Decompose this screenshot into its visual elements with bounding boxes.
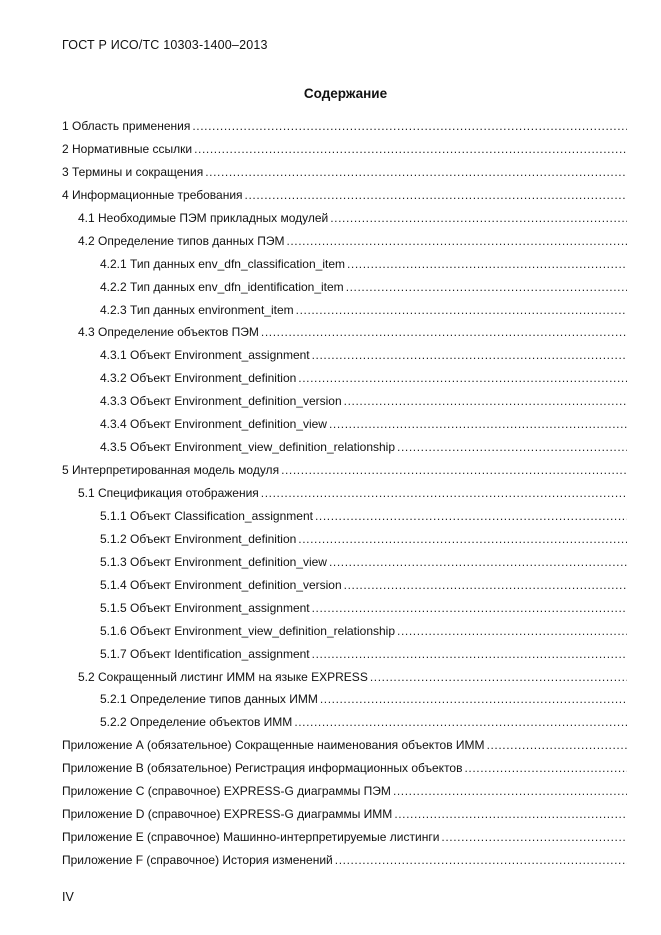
- toc-entry[interactable]: [62, 211, 627, 234]
- page-number: IV: [62, 890, 74, 904]
- toc-entry[interactable]: [62, 142, 627, 165]
- dot-leader: [286, 234, 627, 248]
- toc-entry-text: 5.1.5 Объект Environment_assignment: [100, 600, 310, 615]
- toc-entry[interactable]: [62, 348, 627, 371]
- toc-entry[interactable]: [62, 486, 627, 509]
- dot-leader: [205, 165, 627, 179]
- dot-leader: [330, 211, 627, 225]
- toc-entry-text: 4.2.3 Тип данных environment_item: [100, 302, 294, 317]
- toc-entry[interactable]: [62, 761, 627, 784]
- dot-leader: [344, 578, 627, 592]
- toc-entry[interactable]: [62, 830, 627, 853]
- toc-entry-text: 5.1.4 Объект Environment_definition_version: [100, 577, 342, 592]
- dot-leader: [464, 761, 627, 775]
- dot-leader: [245, 188, 627, 202]
- dot-leader: [394, 807, 627, 821]
- toc-entry[interactable]: [62, 463, 627, 486]
- toc-entry-text: 4.3.3 Объект Environment_definition_version: [100, 394, 342, 409]
- toc-entry-text: 5 Интерпретированная модель модуля: [62, 463, 280, 478]
- toc-entry[interactable]: [62, 715, 627, 738]
- table-of-contents: [62, 119, 627, 876]
- toc-entry-text: 4.1 Необходимые ПЭМ прикладных модулей: [78, 210, 329, 225]
- toc-entry-text: 5.1 Спецификация отображения: [78, 486, 259, 500]
- toc-entry-text: Приложение D (справочное) EXPRESS-G диаграммы ИММ: [62, 807, 393, 822]
- toc-entry[interactable]: [62, 647, 627, 670]
- dot-leader: [281, 463, 627, 477]
- toc-entry-text: 5.1.3 Объект Environment_definition_view: [100, 554, 327, 569]
- dot-leader: [329, 555, 627, 569]
- toc-entry-text: 5.1.6 Объект Environment_view_definition_relationship: [100, 623, 396, 638]
- toc-entry[interactable]: [62, 440, 627, 463]
- toc-entry[interactable]: [62, 394, 627, 417]
- toc-entry-text: 1 Область применения: [62, 119, 191, 133]
- toc-entry-text: 5.1.7 Объект Identification_assignment: [100, 646, 310, 661]
- toc-entry[interactable]: [62, 601, 627, 624]
- toc-entry-text: Приложение А (обязательное) Сокращенные наименования объектов ИММ: [62, 738, 485, 753]
- dot-leader: [261, 325, 627, 339]
- toc-entry-text: 5.2 Сокращенный листинг ИММ на языке EXPRESS: [78, 669, 368, 684]
- dot-leader: [296, 303, 627, 317]
- toc-entry[interactable]: [62, 371, 627, 394]
- toc-entry-text: 4 Информационные требования: [62, 187, 243, 202]
- dot-leader: [298, 371, 627, 385]
- toc-entry[interactable]: [62, 555, 627, 578]
- toc-entry-text: 4.3.4 Объект Environment_definition_view: [100, 417, 327, 432]
- toc-entry[interactable]: [62, 257, 627, 280]
- dot-leader: [344, 394, 627, 408]
- toc-entry[interactable]: [62, 165, 627, 188]
- toc-entry-text: 4.2 Определение типов данных ПЭМ: [78, 233, 285, 248]
- dot-leader: [487, 738, 627, 752]
- toc-entry[interactable]: [62, 853, 627, 876]
- dot-leader: [312, 601, 627, 615]
- dot-leader: [261, 486, 627, 500]
- toc-entry[interactable]: [62, 807, 627, 830]
- toc-entry-text: 4.3.2 Объект Environment_definition: [100, 371, 297, 386]
- toc-entry-text: Приложение С (справочное) EXPRESS-G диаграммы ПЭМ: [62, 784, 391, 799]
- toc-entry[interactable]: [62, 692, 627, 715]
- toc-entry[interactable]: [62, 532, 627, 555]
- toc-entry-text: 5.2.2 Определение объектов ИММ: [100, 715, 293, 730]
- dot-leader: [393, 784, 627, 798]
- dot-leader: [397, 440, 627, 454]
- dot-leader: [346, 280, 627, 294]
- dot-leader: [397, 624, 627, 638]
- dot-leader: [312, 348, 627, 362]
- toc-entry[interactable]: [62, 234, 627, 257]
- toc-entry-text: 5.1.2 Объект Environment_definition: [100, 531, 297, 546]
- toc-title: Содержание: [303, 86, 388, 101]
- page-header: ГОСТ Р ИСО/ТС 10303-1400–2013: [62, 38, 268, 52]
- dot-leader: [294, 715, 627, 729]
- dot-leader: [315, 509, 627, 523]
- dot-leader: [370, 670, 627, 684]
- dot-leader: [347, 257, 627, 271]
- toc-entry-text: 3 Термины и сокращения: [62, 164, 204, 179]
- toc-entry[interactable]: [62, 188, 627, 211]
- toc-entry-text: Приложение F (справочное) История изменений: [62, 853, 333, 867]
- toc-entry[interactable]: [62, 325, 627, 348]
- toc-entry-text: 2 Нормативные ссылки: [62, 141, 193, 156]
- toc-entry[interactable]: [62, 738, 627, 761]
- dot-leader: [441, 830, 627, 844]
- toc-entry[interactable]: [62, 119, 627, 142]
- toc-entry[interactable]: [62, 417, 627, 440]
- toc-entry-text: 5.1.1 Объект Classification_assignment: [100, 508, 313, 523]
- dot-leader: [312, 647, 627, 661]
- toc-entry-text: Приложение В (обязательное) Регистрация информационных объектов: [62, 761, 463, 776]
- dot-leader: [329, 417, 627, 431]
- toc-entry-text: 5.2.1 Определение типов данных ИММ: [100, 692, 318, 707]
- toc-entry[interactable]: [62, 784, 627, 807]
- toc-entry-text: 4.3.1 Объект Environment_assignment: [100, 348, 310, 363]
- toc-entry[interactable]: [62, 578, 627, 601]
- dot-leader: [192, 119, 627, 133]
- toc-entry-text: Приложение Е (справочное) Машинно-интерпретируемые листинги: [62, 830, 440, 845]
- toc-entry-text: 4.2.1 Тип данных env_dfn_classification_item: [100, 256, 345, 271]
- toc-entry[interactable]: [62, 303, 627, 326]
- dot-leader: [298, 532, 627, 546]
- toc-entry[interactable]: [62, 670, 627, 693]
- toc-entry-text: 4.2.2 Тип данных env_dfn_identification_item: [100, 279, 344, 294]
- toc-entry-text: 4.3.5 Объект Environment_view_definition_relationship: [100, 440, 396, 455]
- dot-leader: [320, 692, 627, 706]
- toc-entry[interactable]: [62, 624, 627, 647]
- toc-entry[interactable]: [62, 280, 627, 303]
- dot-leader: [194, 142, 627, 156]
- dot-leader: [335, 853, 627, 867]
- toc-entry[interactable]: [62, 509, 627, 532]
- toc-entry-text: 4.3 Определение объектов ПЭМ: [78, 325, 259, 340]
